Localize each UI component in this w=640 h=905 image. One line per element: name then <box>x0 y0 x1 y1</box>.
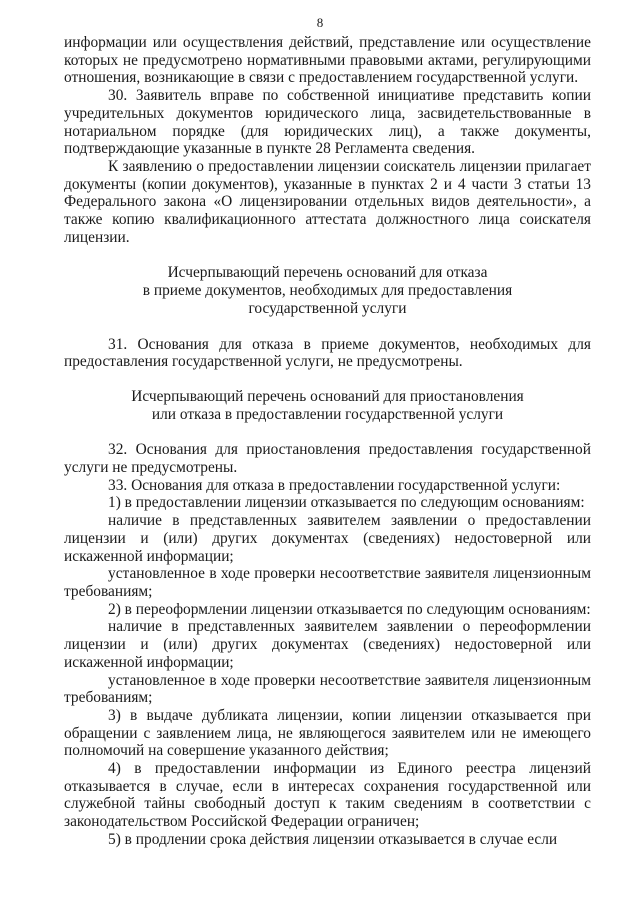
paragraph: установленное в ходе проверки несоответствие заявителя лицензионным требованиям; <box>64 565 591 600</box>
heading-line: в приеме документов, необходимых для предоставления <box>142 282 513 300</box>
document-body <box>64 34 591 849</box>
paragraph: 30. Заявитель вправе по собственной инициативе представить копии учредительных документов юридического лица, засвидетельствованные в нотариальном порядке (для юридических лиц), а также документы, подтверждающие указанные в пункте 28 Регламента сведения. <box>64 87 591 158</box>
paragraph: установленное в ходе проверки несоответствие заявителя лицензионным требованиям; <box>64 671 591 707</box>
heading-line: государственной услуги <box>248 299 407 317</box>
paragraph: 2) в переоформлении лицензии отказывается по следующим основаниям: <box>108 600 591 618</box>
section-heading <box>64 388 591 423</box>
paragraph: 5) в продлении срока действия лицензии отказывается в случае если <box>108 830 558 848</box>
page-number: 8 <box>316 15 324 30</box>
paragraph: 1) в предоставлении лицензии отказывается по следующим основаниям: <box>108 494 585 512</box>
paragraph: наличие в представленных заявителем заявлении о предоставлении лицензии и (или) других документах (сведениях) недостоверной или искаженной информации; <box>64 512 591 565</box>
paragraph: 31. Основания для отказа в приеме документов, необходимых для предоставления государственной услуги, не предусмотрены. <box>64 335 591 371</box>
heading-line: или отказа в предоставлении государственной услуги <box>151 405 504 423</box>
paragraph: информации или осуществления действий, представление или осуществление которых не предусмотрено нормативными правовыми актами, регулирующими отношения, возникающие в связи с предоставлением государственной услуги. <box>64 34 591 87</box>
paragraph: 32. Основания для приостановления предоставления государственной услуги не предусмотрены. <box>64 441 591 477</box>
paragraph: 4) в предоставлении информации из Единого реестра лицензий отказывается в случае, если в интересах сохранения государственной или служебной тайны свободный доступ к таким сведениям в соответствии с законодательством Российской Федерации ограничен; <box>64 760 591 831</box>
heading-line: Исчерпывающий перечень оснований для приостановления <box>131 387 524 405</box>
paragraph: К заявлению о предоставлении лицензии соискатель лицензии прилагает документы (копии документов), указанные в пунктах 2 и 4 части 3 статьи 13 Федерального закона «О лицензировании отдельных видов деятельности», а также копию квалификационного аттестата должностного лица соискателя лицензии. <box>64 157 591 246</box>
section-heading <box>64 264 591 317</box>
paragraph: 33. Основания для отказа в предоставлении государственной услуги: <box>108 476 561 494</box>
paragraph: 3) в выдаче дубликата лицензии, копии лицензии отказывается при обращении с заявлением лица, не являющегося заявителем или не имеющего полномочий на совершение указанного действия; <box>64 706 591 760</box>
heading-line: Исчерпывающий перечень оснований для отказа <box>167 264 488 282</box>
paragraph: наличие в представленных заявителем заявлении о переоформлении лицензии и (или) других документах (сведениях) недостоверной или искаженной информации; <box>64 618 591 671</box>
